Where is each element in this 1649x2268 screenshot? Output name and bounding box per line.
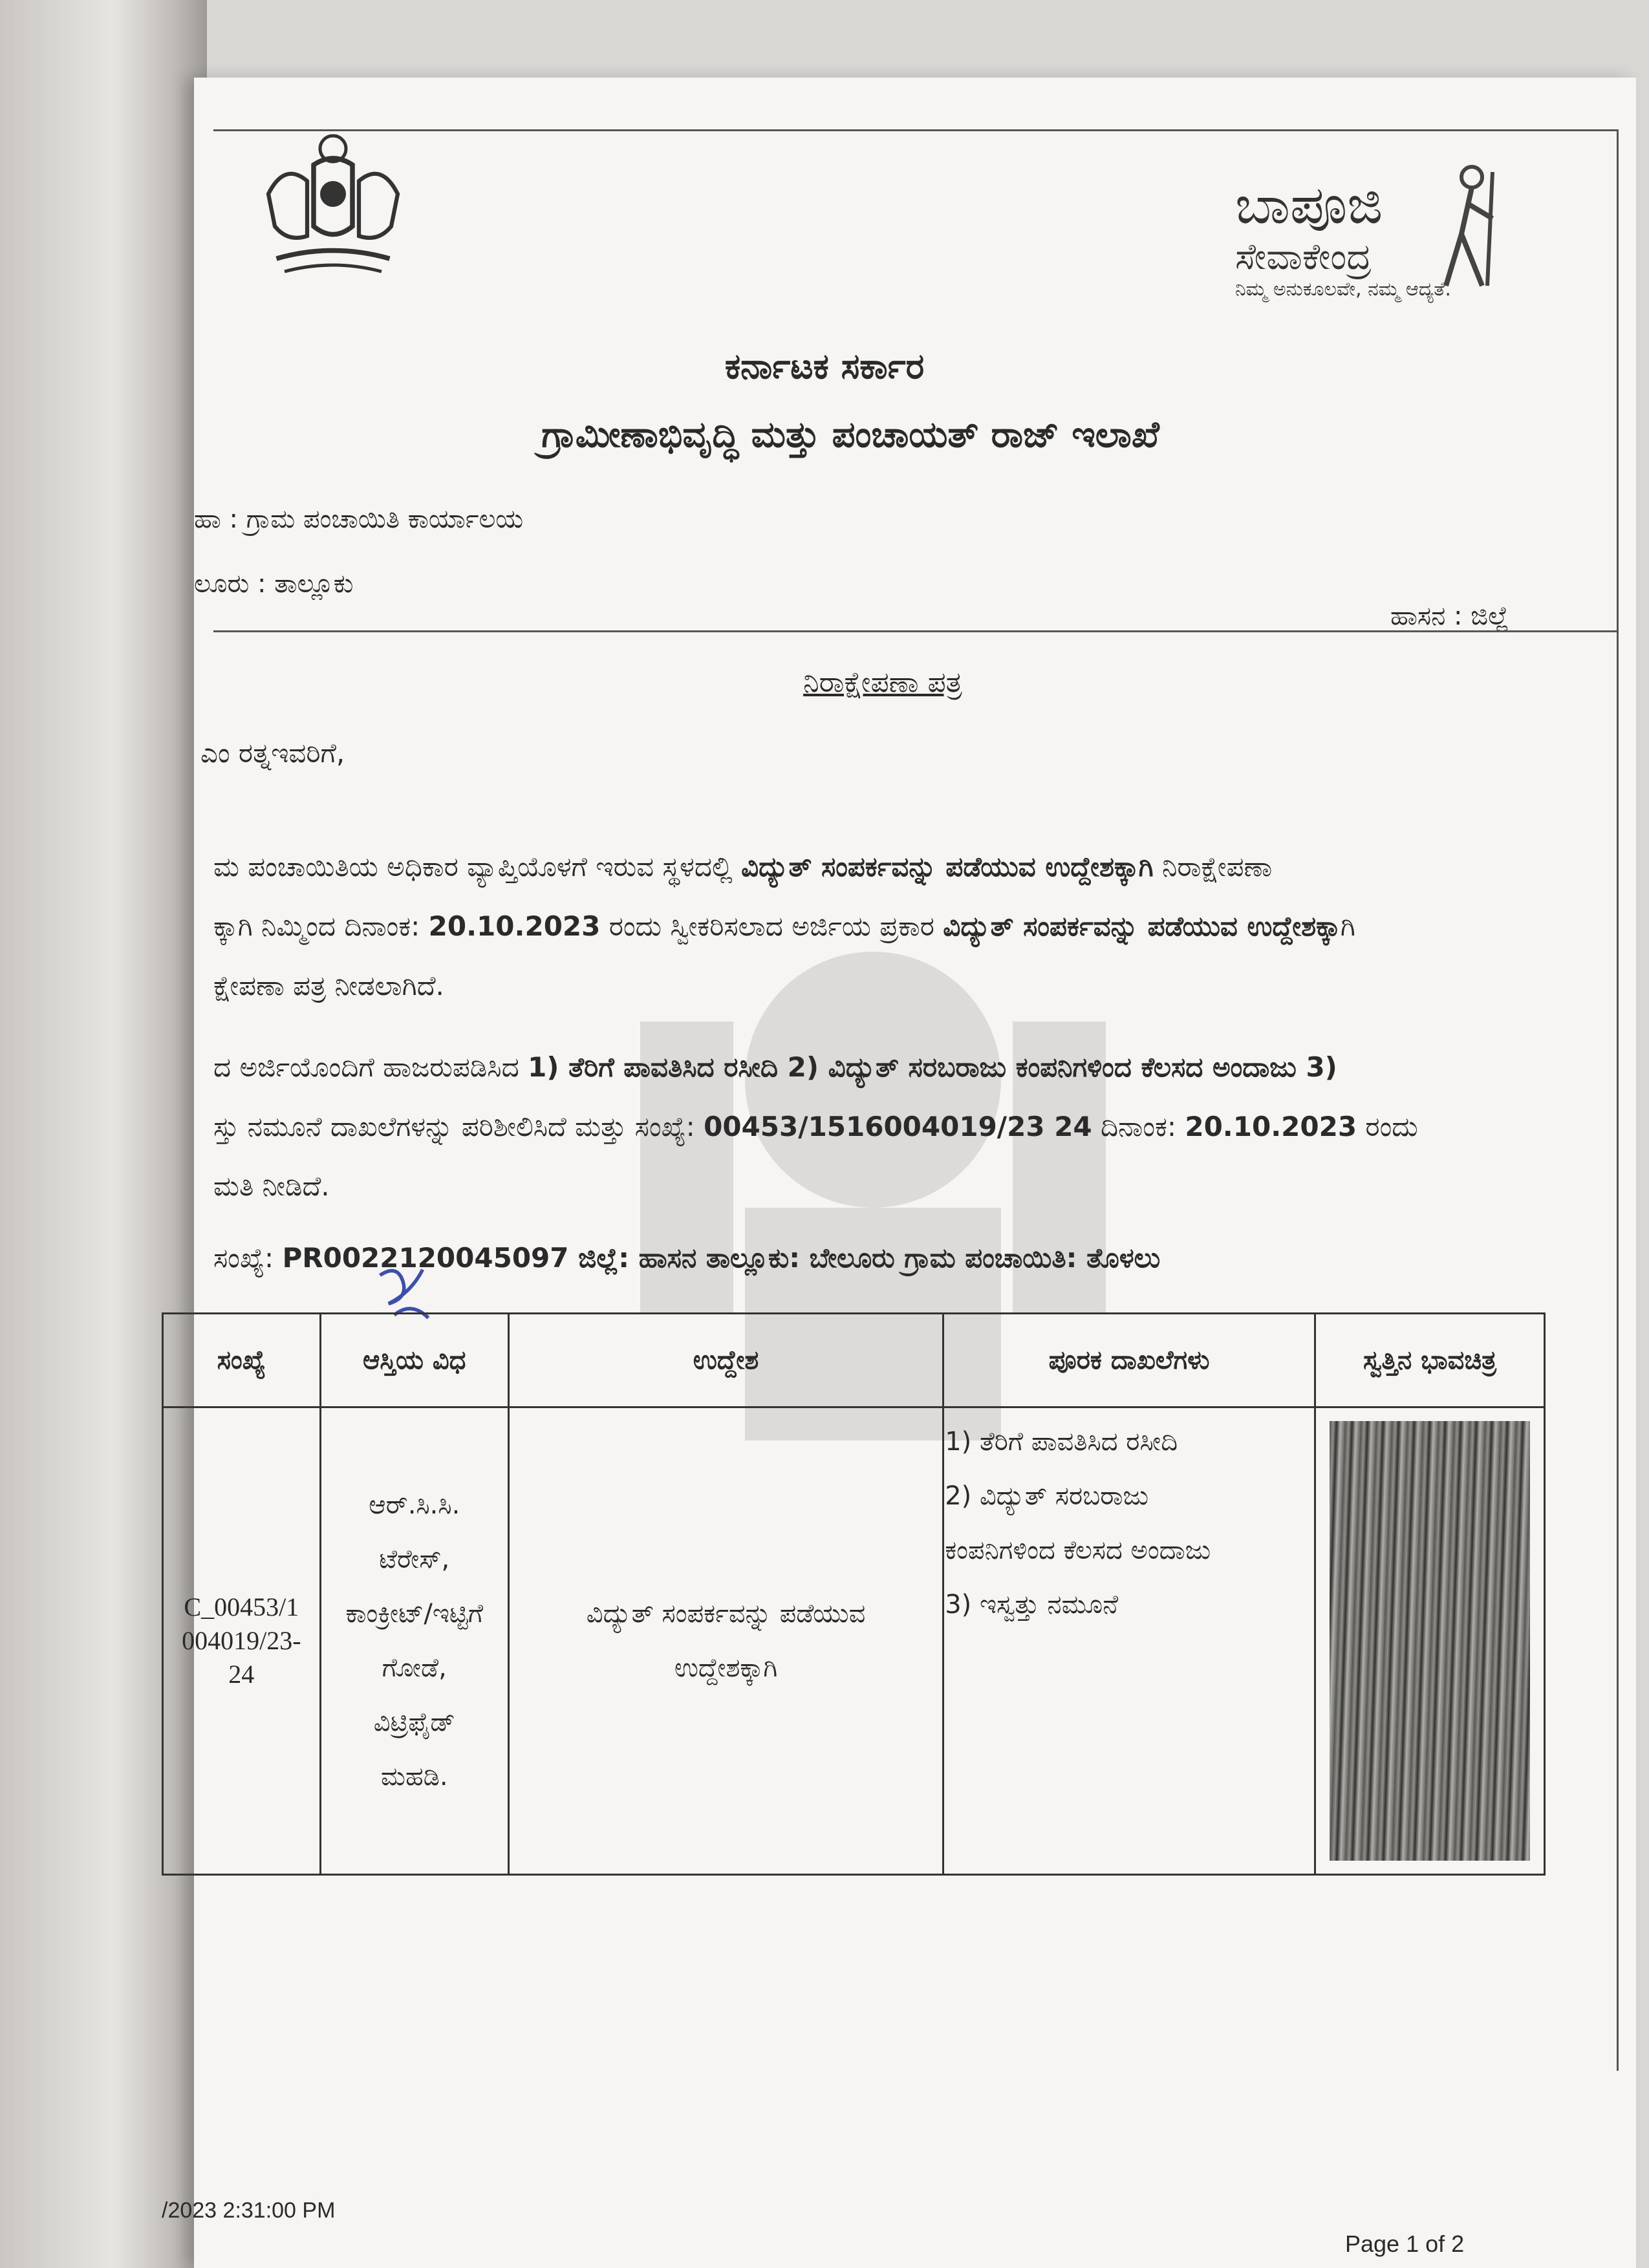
header-property-photo: ಸ್ವತ್ತಿನ ಭಾವಚಿತ್ರ <box>1315 1314 1545 1407</box>
paragraph-1: ಮ ಪಂಚಾಯಿತಿಯ ಅಧಿಕಾರ ವ್ಯಾಪ್ತಿಯೊಳಗೆ ಇರುವ ಸ್ಥಳದಲ್ಲಿ ವಿದ್ಯುತ್ ಸಂಪರ್ಕವನ್ನು ಪಡೆಯುವ ಉದ್ದೇಶಕ್ಕಾಗಿ ನಿರಾಕ್ಷೇಪಣಾ ಕ್ಕಾಗಿ ನಿಮ್ಮಿಂದ ದಿನಾಂಕ: 20.10.2023 ರಂದು ಸ್ವೀಕರಿಸಲಾದ ಅರ್ಜಿಯ ಪ್ರಕಾರ ವಿದ್ಯುತ್ ಸಂಪರ್ಕವನ್ನು ಪಡೆಯುವ ಉದ್ದೇಶಕ್ಕಾಗಿ ಕ್ಷೇಪಣಾ ಪತ್ರ ನೀಡಲಾಗಿದೆ. <box>213 851 1355 1001</box>
print-timestamp: /2023 2:31:00 PM <box>162 2198 336 2223</box>
property-line: ಸಂಖ್ಯೆ: PR0022120045097 ಜಿಲ್ಲೆ: ಹಾಸನ ತಾಲ್ಲೂಕು: ಬೇಲೂರು ಗ್ರಾಮ ಪಂಚಾಯಿತಿ: ತೊಳಲು <box>213 1242 1161 1274</box>
book-binding <box>0 0 207 2268</box>
district-line: ಹಾಸನ : ಜಿಲ್ಲೆ <box>1390 601 1509 631</box>
department-heading: ಗ್ರಾಮೀಣಾಭಿವೃದ್ಧಿ ಮತ್ತು ಪಂಚಾಯತ್ ರಾಜ್ ಇಲಾಖೆ <box>541 414 1159 456</box>
logo-tagline: ನಿಮ್ಮ ಅನುಕೂಲವೇ, ನಮ್ಮ ಆದ್ಯತೆ. <box>1235 278 1451 301</box>
document-subject: ನಿರಾಕ್ಷೇಪಣಾ ಪತ್ರ <box>803 666 962 699</box>
header-purpose: ಉದ್ದೇಶ <box>508 1314 943 1407</box>
page-number: Page 1 of 2 <box>1345 2231 1465 2257</box>
gandhi-figure-icon <box>1410 162 1513 291</box>
header-divider <box>213 630 1617 632</box>
header-number: ಸಂಖ್ಯೆ <box>163 1314 321 1407</box>
table-row <box>163 1407 1545 1875</box>
cell-purpose: ವಿದ್ಯುತ್ ಸಂಪರ್ಕವನ್ನು ಪಡೆಯುವ ಉದ್ದೇಶಕ್ಕಾಗಿ <box>508 1407 943 1875</box>
table-header-row <box>163 1314 1545 1407</box>
cell-supporting-docs: 1) ತೆರಿಗೆ ಪಾವತಿಸಿದ ರಸೀದಿ 2) ವಿದ್ಯುತ್ ಸರಬರಾಜು ಕಂಪನಿಗಳಿಂದ ಕೆಲಸದ ಅಂದಾಜು 3) ಇಸ್ವತ್ತು ನಮೂನೆ <box>943 1407 1315 1875</box>
property-photo <box>1330 1421 1530 1861</box>
karnataka-emblem <box>252 129 414 278</box>
logo-subtitle: ಸೇವಾಕೇಂದ್ರ <box>1235 236 1372 278</box>
cell-property-photo <box>1315 1407 1545 1875</box>
paragraph-2: ದ ಅರ್ಜಿಯೊಂದಿಗೆ ಹಾಜರುಪಡಿಸಿದ 1) ತೆರಿಗೆ ಪಾವತಿಸಿದ ರಸೀದಿ 2) ವಿದ್ಯುತ್ ಸರಬರಾಜು ಕಂಪನಿಗಳಿಂದ ಕೆಲಸದ ಅಂದಾಜು 3) ಸ್ತು ನಮೂನೆ ದಾಖಲೆಗಳನ್ನು ಪರಿಶೀಲಿಸಿದೆ ಮತ್ತು ಸಂಖ್ಯೆ: 00453/1516004019/23 24 ದಿನಾಂಕ: 20.10.2023 ರಂದು ಮತಿ ನೀಡಿದೆ. <box>213 1051 1418 1202</box>
cell-property-type: ಆರ್.ಸಿ.ಸಿ. ಟೆರೇಸ್, ಕಾಂಕ್ರೀಟ್/ಇಟ್ಟಿಗೆ ಗೋಡೆ, ವಿಟ್ರಿಫೈಡ್ ಮಹಡಿ. <box>320 1407 508 1875</box>
details-table <box>162 1312 1546 1876</box>
salutation: ಎಂ ರತ್ನಇವರಿಗೆ, <box>200 737 345 769</box>
header-supporting-docs: ಪೂರಕ ದಾಖಲೆಗಳು <box>943 1314 1315 1407</box>
government-heading: ಕರ್ನಾಟಕ ಸರ್ಕಾರ <box>724 346 925 387</box>
logo-title: ಬಾಪೂಜಿ <box>1235 175 1383 236</box>
taluk-line: ಲೂರು : ತಾಲ್ಲೂಕು <box>194 569 354 599</box>
cell-number: C_00453/1 004019/23- 24 <box>163 1407 321 1875</box>
header-property-type: ಆಸ್ತಿಯ ವಿಧ <box>320 1314 508 1407</box>
office-line: ಹಾ : ಗ್ರಾಮ ಪಂಚಾಯಿತಿ ಕಾರ್ಯಾಲಯ <box>194 504 524 534</box>
